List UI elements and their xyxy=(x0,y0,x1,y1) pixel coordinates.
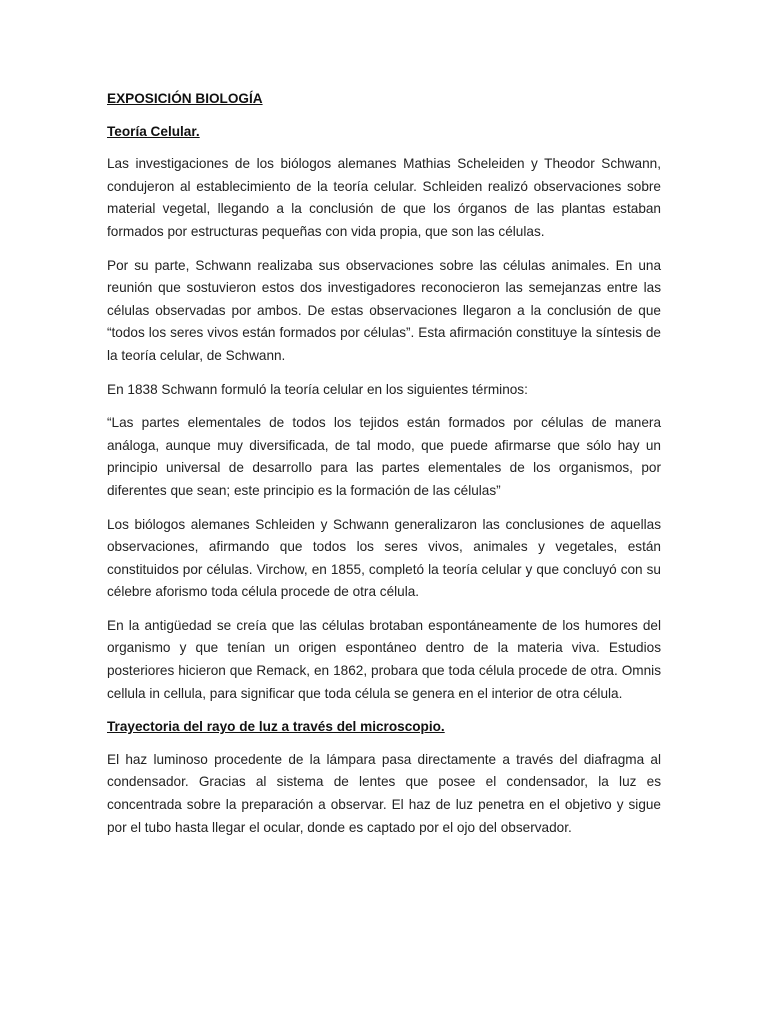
paragraph-investigaciones: Las investigaciones de los biólogos alemanes Mathias Scheleiden y Theodor Schwann, condujeron al establecimiento de la teoría celular. Schleiden realizó observaciones sobre material vegetal, llegando a la conclusión de que los órganos de las plantas estaban formados por estructuras pequeñas con vida propia, que son las células. xyxy=(107,156,661,239)
section-heading-trayectoria: Trayectoria del rayo de luz a través del microscopio. xyxy=(107,719,445,735)
paragraph-1838: En 1838 Schwann formuló la teoría celular en los siguientes términos: xyxy=(107,381,528,397)
section-heading-teoria-celular: Teoría Celular. xyxy=(107,123,200,139)
paragraph-generalizaron: Los biólogos alemanes Schleiden y Schwann generalizaron las conclusiones de aquellas observaciones, afirmando que todos los seres vivos, animales y vegetales, están constituidos por células. Virchow, en 1855, completó la teoría celular y que concluyó con su célebre aforismo toda célula procede de otra célula. xyxy=(107,516,661,600)
document-page xyxy=(107,88,661,850)
paragraph-haz-luminoso: El haz luminoso procedente de la lámpara pasa directamente a través del diafragma al condensador. Gracias al sistema de lentes que posee el condensador, la luz es concentrada sobre la preparación a observar. El haz de luz penetra en el objetivo y sigue por el tubo hasta llegar el ocular, donde es captado por el ojo del observador. xyxy=(107,751,661,835)
document-title: EXPOSICIÓN BIOLOGÍA xyxy=(107,91,263,106)
paragraph-antiguedad: En la antigüedad se creía que las células brotaban espontáneamente de los humores del organismo y que tenían un origen espontáneo dentro de la materia viva. Estudios posteriores hicieron que Remack, en 1862, probara que toda célula procede de otra. Omnis cellula in cellula, para significar que toda célula se genera en el interior de otra célula. xyxy=(107,617,661,701)
paragraph-schwann: Por su parte, Schwann realizaba sus observaciones sobre las células animales. En una reunión que sostuvieron estos dos investigadores reconocieron las semejanzas entre las células observadas por ambos. De estas observaciones llegaron a la conclusión de que “todos los seres vivos están formados por células”. Esta afirmación constituye la síntesis de la teoría celular, de Schwann. xyxy=(107,257,661,363)
paragraph-quote: “Las partes elementales de todos los tejidos están formados por células de manera análoga, aunque muy diversificada, de tal modo, que puede afirmarse que sólo hay un principio universal de desarrollo para las partes elementales de los organismos, por diferentes que sean; este principio es la formación de las células” xyxy=(107,415,661,498)
